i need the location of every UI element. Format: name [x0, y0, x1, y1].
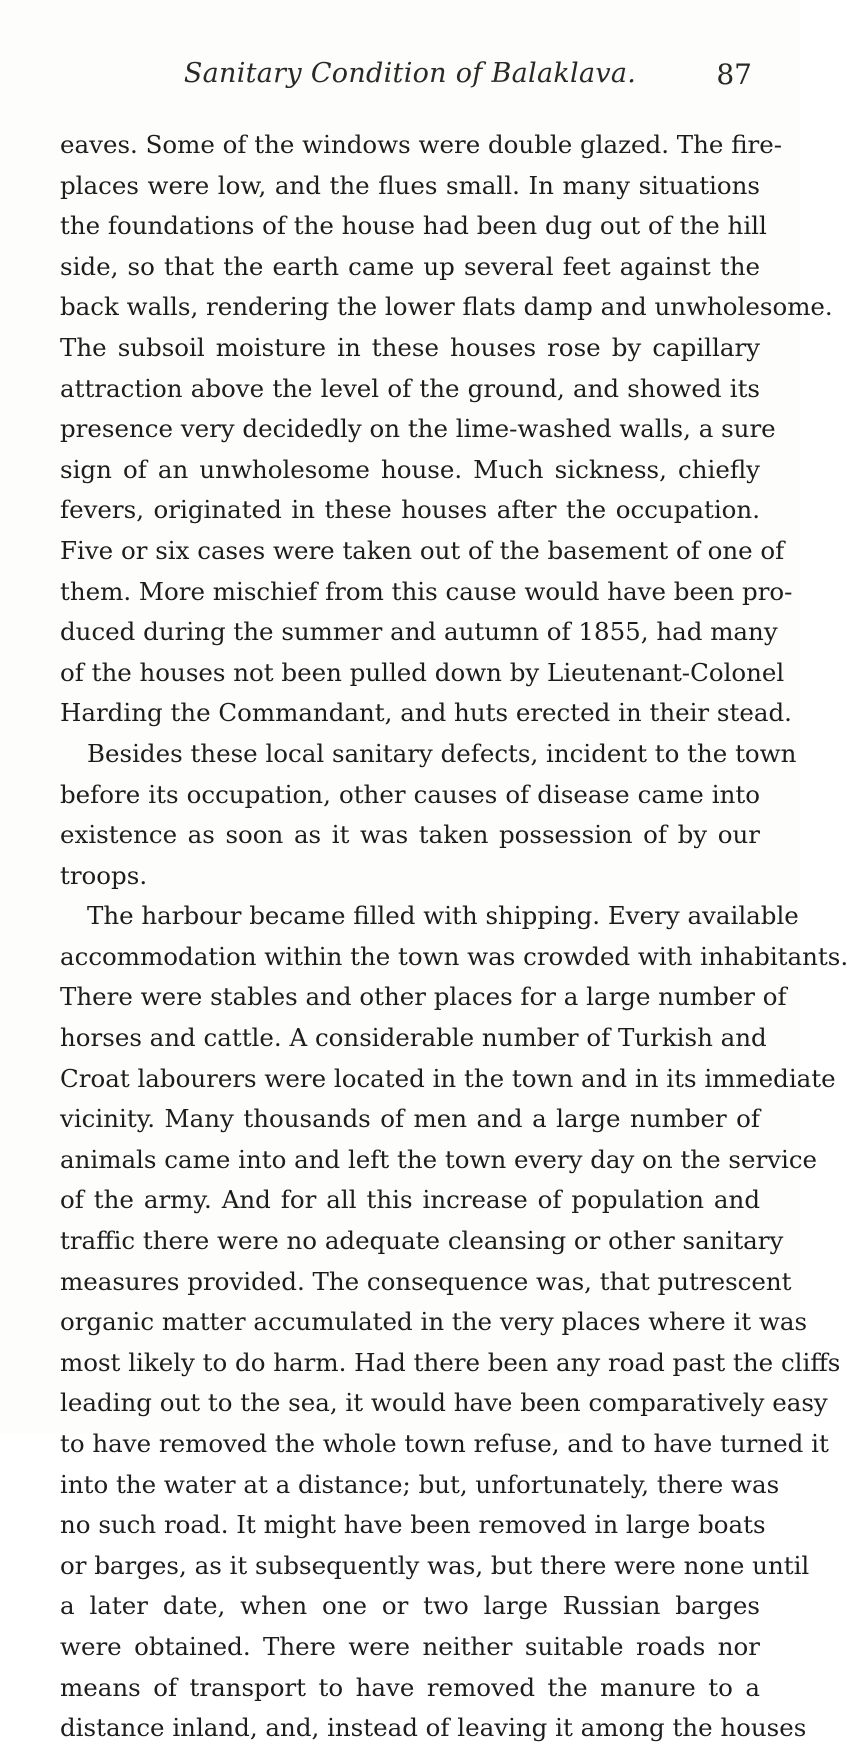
- text-line: side, so that the earth came up several feet against the: [60, 251, 760, 281]
- text-line: vicinity. Many thousands of men and a large number of: [60, 1104, 760, 1134]
- text-line: fevers, originated in these houses after the occupation.: [60, 495, 760, 525]
- text-line: Harding the Commandant, and huts erected in their stead.: [60, 698, 792, 728]
- text-line: no such road. It might have been removed in large boats: [60, 1510, 766, 1540]
- text-line: back walls, rendering the lower flats damp and unwholesome.: [60, 292, 833, 322]
- text-line: a later date, when one or two large Russian barges: [60, 1591, 760, 1621]
- text-line: of the army. And for all this increase of population and: [60, 1185, 760, 1215]
- text-line: accommodation within the town was crowded with inhabitants.: [60, 941, 848, 971]
- page-number: 87: [716, 58, 752, 91]
- text-line: leading out to the sea, it would have been comparatively easy: [60, 1388, 828, 1418]
- text-line: presence very decidedly on the lime-washed walls, a sure: [60, 414, 776, 444]
- text-line: Five or six cases were taken out of the basement of one of: [60, 535, 785, 565]
- text-line: most likely to do harm. Had there been any road past the cliffs: [60, 1347, 841, 1377]
- text-line: duced during the summer and autumn of 1855, had many: [60, 617, 778, 647]
- text-line: existence as soon as it was taken possession of by our: [60, 820, 760, 850]
- text-line: before its occupation, other causes of disease came into: [60, 779, 760, 809]
- text-line: There were stables and other places for a large number of: [60, 982, 787, 1012]
- text-line: The harbour became filled with shipping. Every available: [87, 901, 799, 931]
- text-line: organic matter accumulated in the very places where it was: [60, 1307, 808, 1337]
- running-title: Sanitary Condition of Balaklava.: [183, 58, 637, 89]
- text-line: eaves. Some of the windows were double glazed. The fire-: [60, 130, 783, 159]
- text-line: of the houses not been pulled down by Lieutenant-Colonel: [60, 657, 785, 687]
- text-line: horses and cattle. A considerable number of Turkish and: [60, 1023, 767, 1053]
- text-line: places were low, and the flues small. In many situations: [60, 170, 760, 200]
- text-line: or barges, as it subsequently was, but there were none until: [60, 1550, 810, 1580]
- running-head: [60, 58, 760, 98]
- text-line: animals came into and left the town every day on the service: [60, 1144, 818, 1174]
- text-line: were obtained. There were neither suitable roads nor: [60, 1631, 760, 1661]
- text-line: The subsoil moisture in these houses rose by capillary: [60, 332, 760, 362]
- text-line: traffic there were no adequate cleansing or other sanitary: [60, 1226, 784, 1256]
- text-line: them. More mischief from this cause would have been pro-: [60, 576, 793, 606]
- text-line: into the water at a distance; but, unfortunately, there was: [60, 1469, 780, 1499]
- text-line: means of transport to have removed the manure to a: [60, 1672, 760, 1702]
- body-text: [60, 125, 848, 1749]
- text-line: the foundations of the house had been dug out of the hill: [60, 211, 767, 241]
- text-line: troops.: [60, 860, 148, 890]
- text-line: to have removed the whole town refuse, and to have turned it: [60, 1429, 829, 1458]
- text-line: Croat labourers were located in the town and in its immediate: [60, 1063, 836, 1093]
- text-line: distance inland, and, instead of leaving it among the houses: [60, 1713, 807, 1743]
- text-line: attraction above the level of the ground, and showed its: [60, 373, 760, 403]
- text-line: Besides these local sanitary defects, incident to the town: [87, 738, 797, 768]
- text-line: measures provided. The consequence was, that putrescent: [60, 1266, 792, 1296]
- text-line: sign of an unwholesome house. Much sickness, chiefly: [60, 454, 760, 484]
